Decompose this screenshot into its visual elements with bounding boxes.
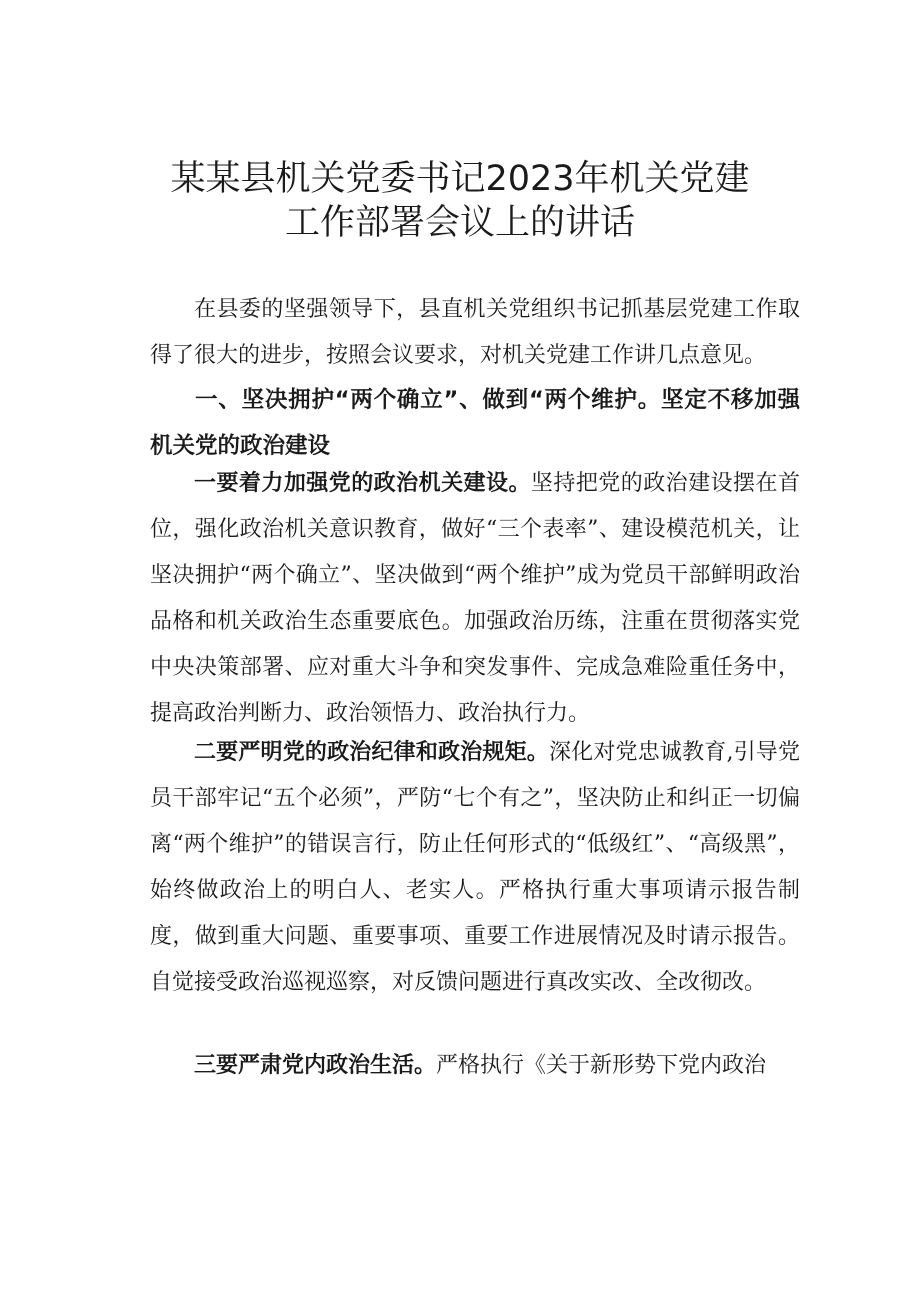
point-2-lead: 二要严明党的政治纪律和政治规矩。 (194, 740, 549, 765)
point-3-text: 严格执行《关于新形势下党内政治 (436, 1053, 767, 1078)
point-2-paragraph (150, 730, 800, 1006)
point-1-paragraph (150, 461, 800, 737)
section-1-heading: 一、坚决拥护“两个确立”、做到“两个维护。坚定不移加强机关党的政治建设 (150, 387, 800, 459)
document-title-line-2: 工作部署会议上的讲话 (284, 203, 635, 243)
document-title-line-1: 某某县机关党委书记2023年机关党建 (170, 159, 750, 199)
point-1-lead: 一要着力加强党的政治机关建设。 (194, 471, 531, 496)
point-3-paragraph (150, 1043, 800, 1089)
intro-paragraph: 在县委的坚强领导下，县直机关党组织书记抓基层党建工作取得了很大的进步，按照会议要求，对机关党建工作讲几点意见。 (150, 297, 800, 368)
point-1-text: 坚持把党的政治建设摆在首位，强化政治机关意识教育，做好“三个表率”、建设模范机关，让坚决拥护“两个确立”、坚决做到“两个维护”成为党员干部鲜明政治品格和机关政治生态重要底色。加强政治历练，注重在贯彻落实党中央决策部署、应对重大斗争和突发事件、完成急难险重任务中，提高政治判断力、政治领悟力、政治执行力。 (150, 471, 800, 726)
point-2-text: 深化对党忠诚教育,引导党员干部牢记“五个必须”，严防“七个有之”，坚决防止和纠正一切偏离“两个维护”的错误言行，防止任何形式的“低级红”、“高级黑”，始终做政治上的明白人、老实人。严格执行重大事项请示报告制度，做到重大问题、重要事项、重要工作进展情况及时请示报告。自觉接受政治巡视巡察，对反馈问题进行真改实改、全改彻改。 (150, 740, 800, 995)
point-3-lead: 三要严肃党内政治生活。 (194, 1053, 437, 1078)
